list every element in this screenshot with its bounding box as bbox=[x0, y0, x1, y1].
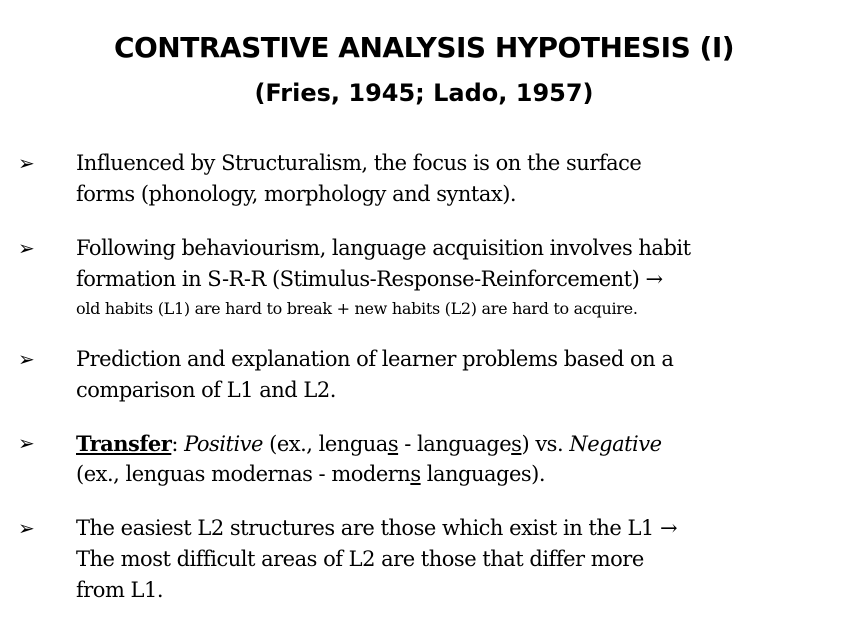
bullet-line: Influenced by Structuralism, the focus is on the surface bbox=[76, 151, 642, 175]
bullet-line: Following behaviourism, language acquisition involves habit bbox=[76, 236, 691, 260]
negative-label: Negative bbox=[569, 432, 662, 456]
underlined-letter: s bbox=[387, 432, 399, 456]
example-text: (ex., lenguas modernas - modern bbox=[76, 462, 411, 486]
bullet-line: The most difficult areas of L2 are those that differ more bbox=[76, 547, 644, 571]
arrowhead-bullet-icon: ➢ bbox=[18, 516, 35, 540]
positive-label: Positive bbox=[184, 432, 263, 456]
example-text: (ex., lengua bbox=[269, 432, 388, 456]
bullet-line: from L1. bbox=[76, 578, 164, 602]
bullet-line bbox=[76, 459, 816, 490]
bullet-line: formation in S-R-R (Stimulus-Response-Reinforcement) → bbox=[76, 267, 663, 291]
transfer-term: Transfer bbox=[76, 431, 172, 456]
bullet-line-small: old habits (L1) are hard to break + new habits (L2) are hard to acquire. bbox=[76, 299, 638, 318]
bullet-line bbox=[76, 428, 816, 460]
slide-title: CONTRASTIVE ANALYSIS HYPOTHESIS (I) bbox=[113, 31, 735, 64]
bullet-line: The easiest L2 structures are those which exist in the L1 → bbox=[76, 516, 678, 540]
bullet-line: comparison of L1 and L2. bbox=[76, 378, 336, 402]
arrowhead-bullet-icon: ➢ bbox=[18, 431, 35, 455]
underlined-letter: s bbox=[511, 432, 522, 456]
arrowhead-bullet-icon: ➢ bbox=[18, 347, 35, 371]
slide-subtitle: (Fries, 1945; Lado, 1957) bbox=[254, 79, 594, 107]
example-text: - language bbox=[398, 432, 512, 456]
underlined-letter: s bbox=[410, 462, 421, 486]
example-text: languages). bbox=[420, 462, 546, 486]
bullet-line: Prediction and explanation of learner problems based on a bbox=[76, 347, 674, 371]
example-text: ) vs. bbox=[521, 432, 564, 456]
transfer-colon: : bbox=[171, 432, 178, 456]
arrowhead-bullet-icon: ➢ bbox=[18, 151, 35, 175]
bullet-line: forms (phonology, morphology and syntax). bbox=[76, 182, 517, 206]
arrowhead-bullet-icon: ➢ bbox=[18, 236, 35, 260]
